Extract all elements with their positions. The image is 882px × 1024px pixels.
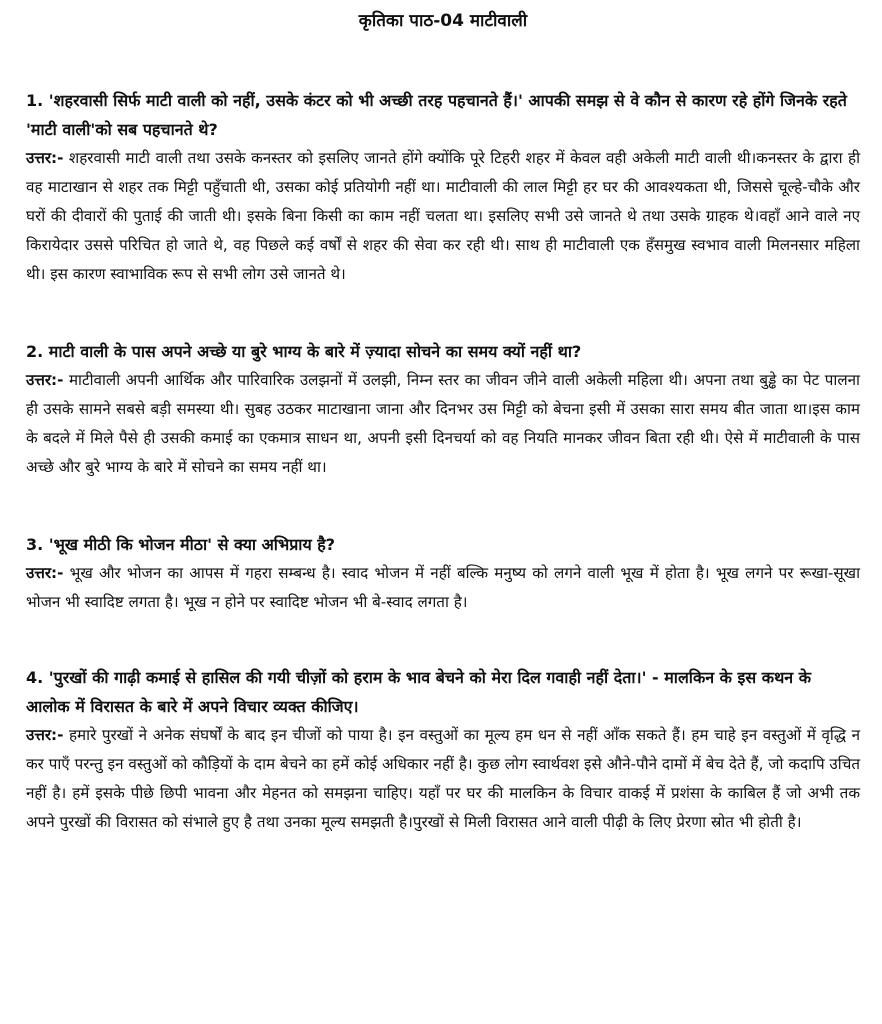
answer-label: उत्तर:- [26, 564, 64, 582]
answer-3 [26, 559, 860, 617]
question-1: 1. 'शहरवासी सिर्फ माटी वाली को नहीं, उसके कंटर को भी अच्छी तरह पहचानते हैं।' आपकी समझ से वे कौन से कारण रहे होंगे जिनके रहते 'माटी वाली'को सब पहचानते थे? [26, 91, 847, 139]
document-title: कृतिका पाठ-04 माटीवाली [358, 11, 528, 31]
answer-4 [26, 721, 860, 837]
answer-text-2: माटीवाली अपनी आर्थिक और पारिवारिक उलझनों में उलझी, निम्न स्तर का जीवन जीने वाली अकेली महिला थी। अपना तथा बुड्ढे का पेट पालना ही उसके सामने सबसे बड़ी समस्या थी। सुबह उठकर माटाखाना जाना और दिनभर उस मिट्टी को बेचना इसी में उसका सारा समय बीत जाता था।इस काम के बदले में मिले पैसे ही उसकी कमाई का एकमात्र साधन था, अपनी इसी दिनचर्या को वह नियति मानकर जीवन बिता रही थी। ऐसे में माटीवाली के पास अच्छे और बुरे भाग्य के बारे में सोचने का समय नहीं था। [26, 371, 860, 476]
answer-text-4: हमारे पुरखों ने अनेक संघर्षों के बाद इन चीजों को पाया है। इन वस्तुओं का मूल्य हम धन से नहीं आँक सकते हैं। हम चाहे इन वस्तुओं में वृद्धि न कर पाएँ परन्तु इन वस्तुओं को कौड़ियों के दाम बेचने का हमें कोई अधिकार नहीं है। कुछ लोग स्वार्थवश इसे औने-पौने दामों में बेच देते हैं, जो कदापि उचित नहीं है। हमें इसके पीछे छिपी भावना और मेहनत को समझना चाहिए। यहाँ पर घर की मालकिन के विचार वाकई में प्रशंसा के काबिल हैं जो अभी तक अपने पुरखों की विरासत को संभाले हुए है तथा उनका मूल्य समझती है।पुरखों से मिली विरासत आने वाली पीढ़ी के लिए प्रेरणा स्रोत भी होती है। [26, 726, 861, 831]
question-answer-4 [26, 663, 860, 837]
answer-label: उत्तर:- [26, 149, 64, 167]
question-4: 4. 'पुरखों की गाढ़ी कमाई से हासिल की गयी चीज़ों को हराम के भाव बेचने को मेरा दिल गवाही नहीं देता।' - मालकिन के इस कथन के आलोक में विरासत के बारे में अपने विचार व्यक्त कीजिए। [26, 668, 812, 716]
answer-text-1: शहरवासी माटी वाली तथा उसके कनस्तर को इसलिए जानते होंगे क्योंकि पूरे टिहरी शहर में केवल वही अकेली माटी वाली थी।कनस्तर के द्वारा ही वह माटाखान से शहर तक मिट्टी पहुँचाती थी, उसका कोई प्रतियोगी नहीं था। माटीवाली की लाल मिट्टी हर घर की आवश्यकता थी, जिससे चूल्हे-चौके और घरों की दीवारों की पुताई की जाती थी। इसके बिना किसी का काम नहीं चलता था। इसलिए सभी उसे जानते थे तथा उसके ग्राहक थे।वहाँ आने वाले नए किरायेदार उससे परिचित हो जाते थे, वह पिछले कई वर्षों से शहर की सेवा कर रही थी। साथ ही माटीवाली एक हँसमुख स्वभाव वाली मिलनसार महिला थी। इस कारण स्वाभाविक रूप से सभी लोग उसे जानते थे। [26, 149, 861, 283]
question-answer-2 [26, 337, 860, 482]
answer-text-3: भूख और भोजन का आपस में गहरा सम्बन्ध है। स्वाद भोजन में नहीं बल्कि मनुष्य को लगने वाली भूख में होता है। भूख लगने पर रूखा-सूखा भोजन भी स्वादिष्ट लगता है। भूख न होने पर स्वादिष्ट भोजन भी बे-स्वाद लगता है। [26, 564, 861, 611]
question-answer-3 [26, 530, 860, 617]
question-2: 2. माटी वाली के पास अपने अच्छे या बुरे भाग्य के बारे में ज़्यादा सोचने का समय क्यों नहीं था? [26, 342, 582, 361]
question-3: 3. 'भूख मीठी कि भोजन मीठा' से क्या अभिप्राय है? [26, 535, 336, 554]
answer-1 [26, 144, 860, 289]
answer-label: उत्तर:- [26, 726, 64, 744]
answer-label: उत्तर:- [26, 371, 64, 389]
question-answer-1 [26, 86, 860, 289]
answer-2 [26, 366, 860, 482]
